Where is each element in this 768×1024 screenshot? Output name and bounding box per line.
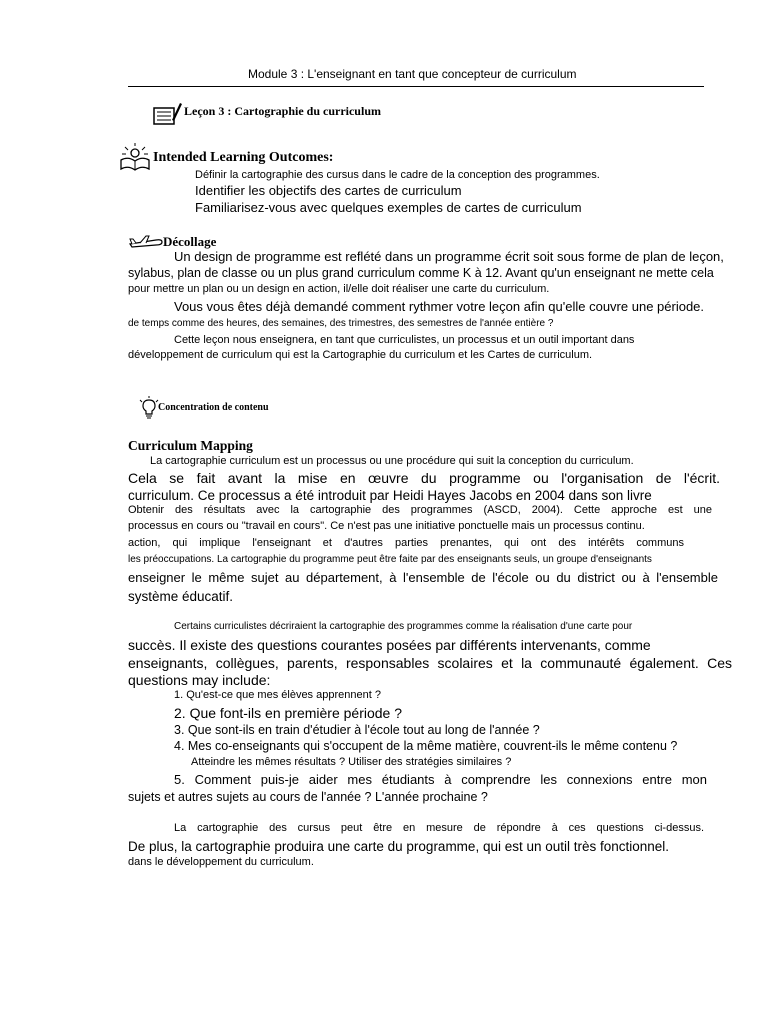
mapping-line: enseignants, collègues, parents, responsables scolaires et la communauté également. Ces — [128, 655, 732, 671]
reading-sun-icon — [118, 142, 152, 172]
mapping-line: succès. Il existe des questions courantes posées par différents intervenants, comme — [128, 637, 651, 653]
mapping-line: action, qui implique l'enseignant et d'autres parties prenantes, qui ont des intérêts communs — [128, 537, 684, 549]
mapping-line: les préoccupations. La cartographie du programme peut être faite par des enseignants seuls, un groupe d'enseignants — [128, 554, 652, 565]
closing-line: La cartographie des cursus peut être en mesure de répondre à ces questions ci-dessus. — [174, 822, 704, 834]
mapping-line: enseigner le même sujet au département, à l'ensemble de l'école ou du district ou à l'ensemble — [128, 570, 718, 585]
decollage-line: Vous vous êtes déjà demandé comment rythmer votre leçon afin qu'elle couvre une période. — [174, 299, 705, 314]
decollage-line: développement de curriculum qui est la Cartographie du curriculum et les Cartes de curriculum. — [128, 349, 593, 361]
question-item: Atteindre les mêmes résultats ? Utiliser des stratégies similaires ? — [191, 756, 512, 768]
closing-line: De plus, la cartographie produira une carte du programme, qui est un outil très fonctionnel. — [128, 839, 670, 854]
mapping-line: Certains curriculistes décriraient la cartographie des programmes comme la réalisation d'une carte pour — [174, 621, 633, 632]
question-item: 5. Comment puis-je aider mes étudiants à comprendre les connexions entre mon — [174, 772, 707, 787]
mapping-line: La cartographie curriculum est un processus ou une procédure qui suit la conception du curriculum. — [150, 455, 634, 467]
header-divider — [128, 86, 704, 87]
airplane-icon — [128, 234, 164, 250]
concentration-heading: Concentration de contenu — [158, 402, 269, 413]
question-item: 2. Que font-ils en première période ? — [174, 705, 403, 721]
question-item: 3. Que sont-ils en train d'étudier à l'école tout au long de l'année ? — [174, 723, 540, 737]
mapping-heading: Curriculum Mapping — [128, 438, 253, 453]
decollage-line: pour mettre un plan ou un design en action, il/elle doit réaliser une carte du curriculum. — [128, 283, 550, 295]
mapping-line: système éducatif. — [128, 589, 234, 604]
question-item: sujets et autres sujets au cours de l'année ? L'année prochaine ? — [128, 790, 488, 804]
mapping-line: Obtenir des résultats avec la cartographie des programmes (ASCD, 2004). Cette approche est une — [128, 504, 712, 516]
page-header-title: Module 3 : L'enseignant en tant que concepteur de curriculum — [248, 67, 577, 81]
mapping-line: questions may include: — [128, 672, 271, 688]
decollage-line: sylabus, plan de classe ou un plus grand curriculum comme K à 12. Avant qu'un enseignant ne mette cela — [128, 266, 714, 280]
closing-line: dans le développement du curriculum. — [128, 856, 314, 868]
outcome-item: Familiarisez-vous avec quelques exemples de cartes de curriculum — [195, 200, 582, 215]
mapping-line: curriculum. Ce processus a été introduit par Heidi Hayes Jacobs en 2004 dans son livre — [128, 488, 652, 503]
mapping-line: processus en cours ou "travail en cours". Ce n'est pas une initiative ponctuelle mais un processus continu. — [128, 520, 645, 532]
decollage-line: de temps comme des heures, des semaines, des trimestres, des semestres de l'année entière ? — [128, 318, 554, 329]
book-pencil-icon — [152, 100, 182, 128]
outcomes-heading: Intended Learning Outcomes: — [153, 150, 334, 165]
question-item: 4. Mes co-enseignants qui s'occupent de la même matière, couvrent-ils le même contenu ? — [174, 739, 678, 753]
outcome-item: Définir la cartographie des cursus dans le cadre de la conception des programmes. — [195, 169, 600, 181]
question-item: 1. Qu'est-ce que mes élèves apprennent ? — [174, 689, 381, 701]
lightbulb-icon — [138, 396, 160, 420]
decollage-heading: Décollage — [163, 234, 217, 249]
outcome-item: Identifier les objectifs des cartes de curriculum — [195, 183, 462, 198]
mapping-line: Cela se fait avant la mise en œuvre du programme ou l'organisation de l'écrit. — [128, 470, 720, 486]
decollage-line: Un design de programme est reflété dans un programme écrit soit sous forme de plan de leçon, — [174, 249, 724, 264]
decollage-line: Cette leçon nous enseignera, en tant que curriculistes, un processus et un outil important dans — [174, 334, 635, 346]
lesson-title: Leçon 3 : Cartographie du curriculum — [184, 104, 381, 118]
